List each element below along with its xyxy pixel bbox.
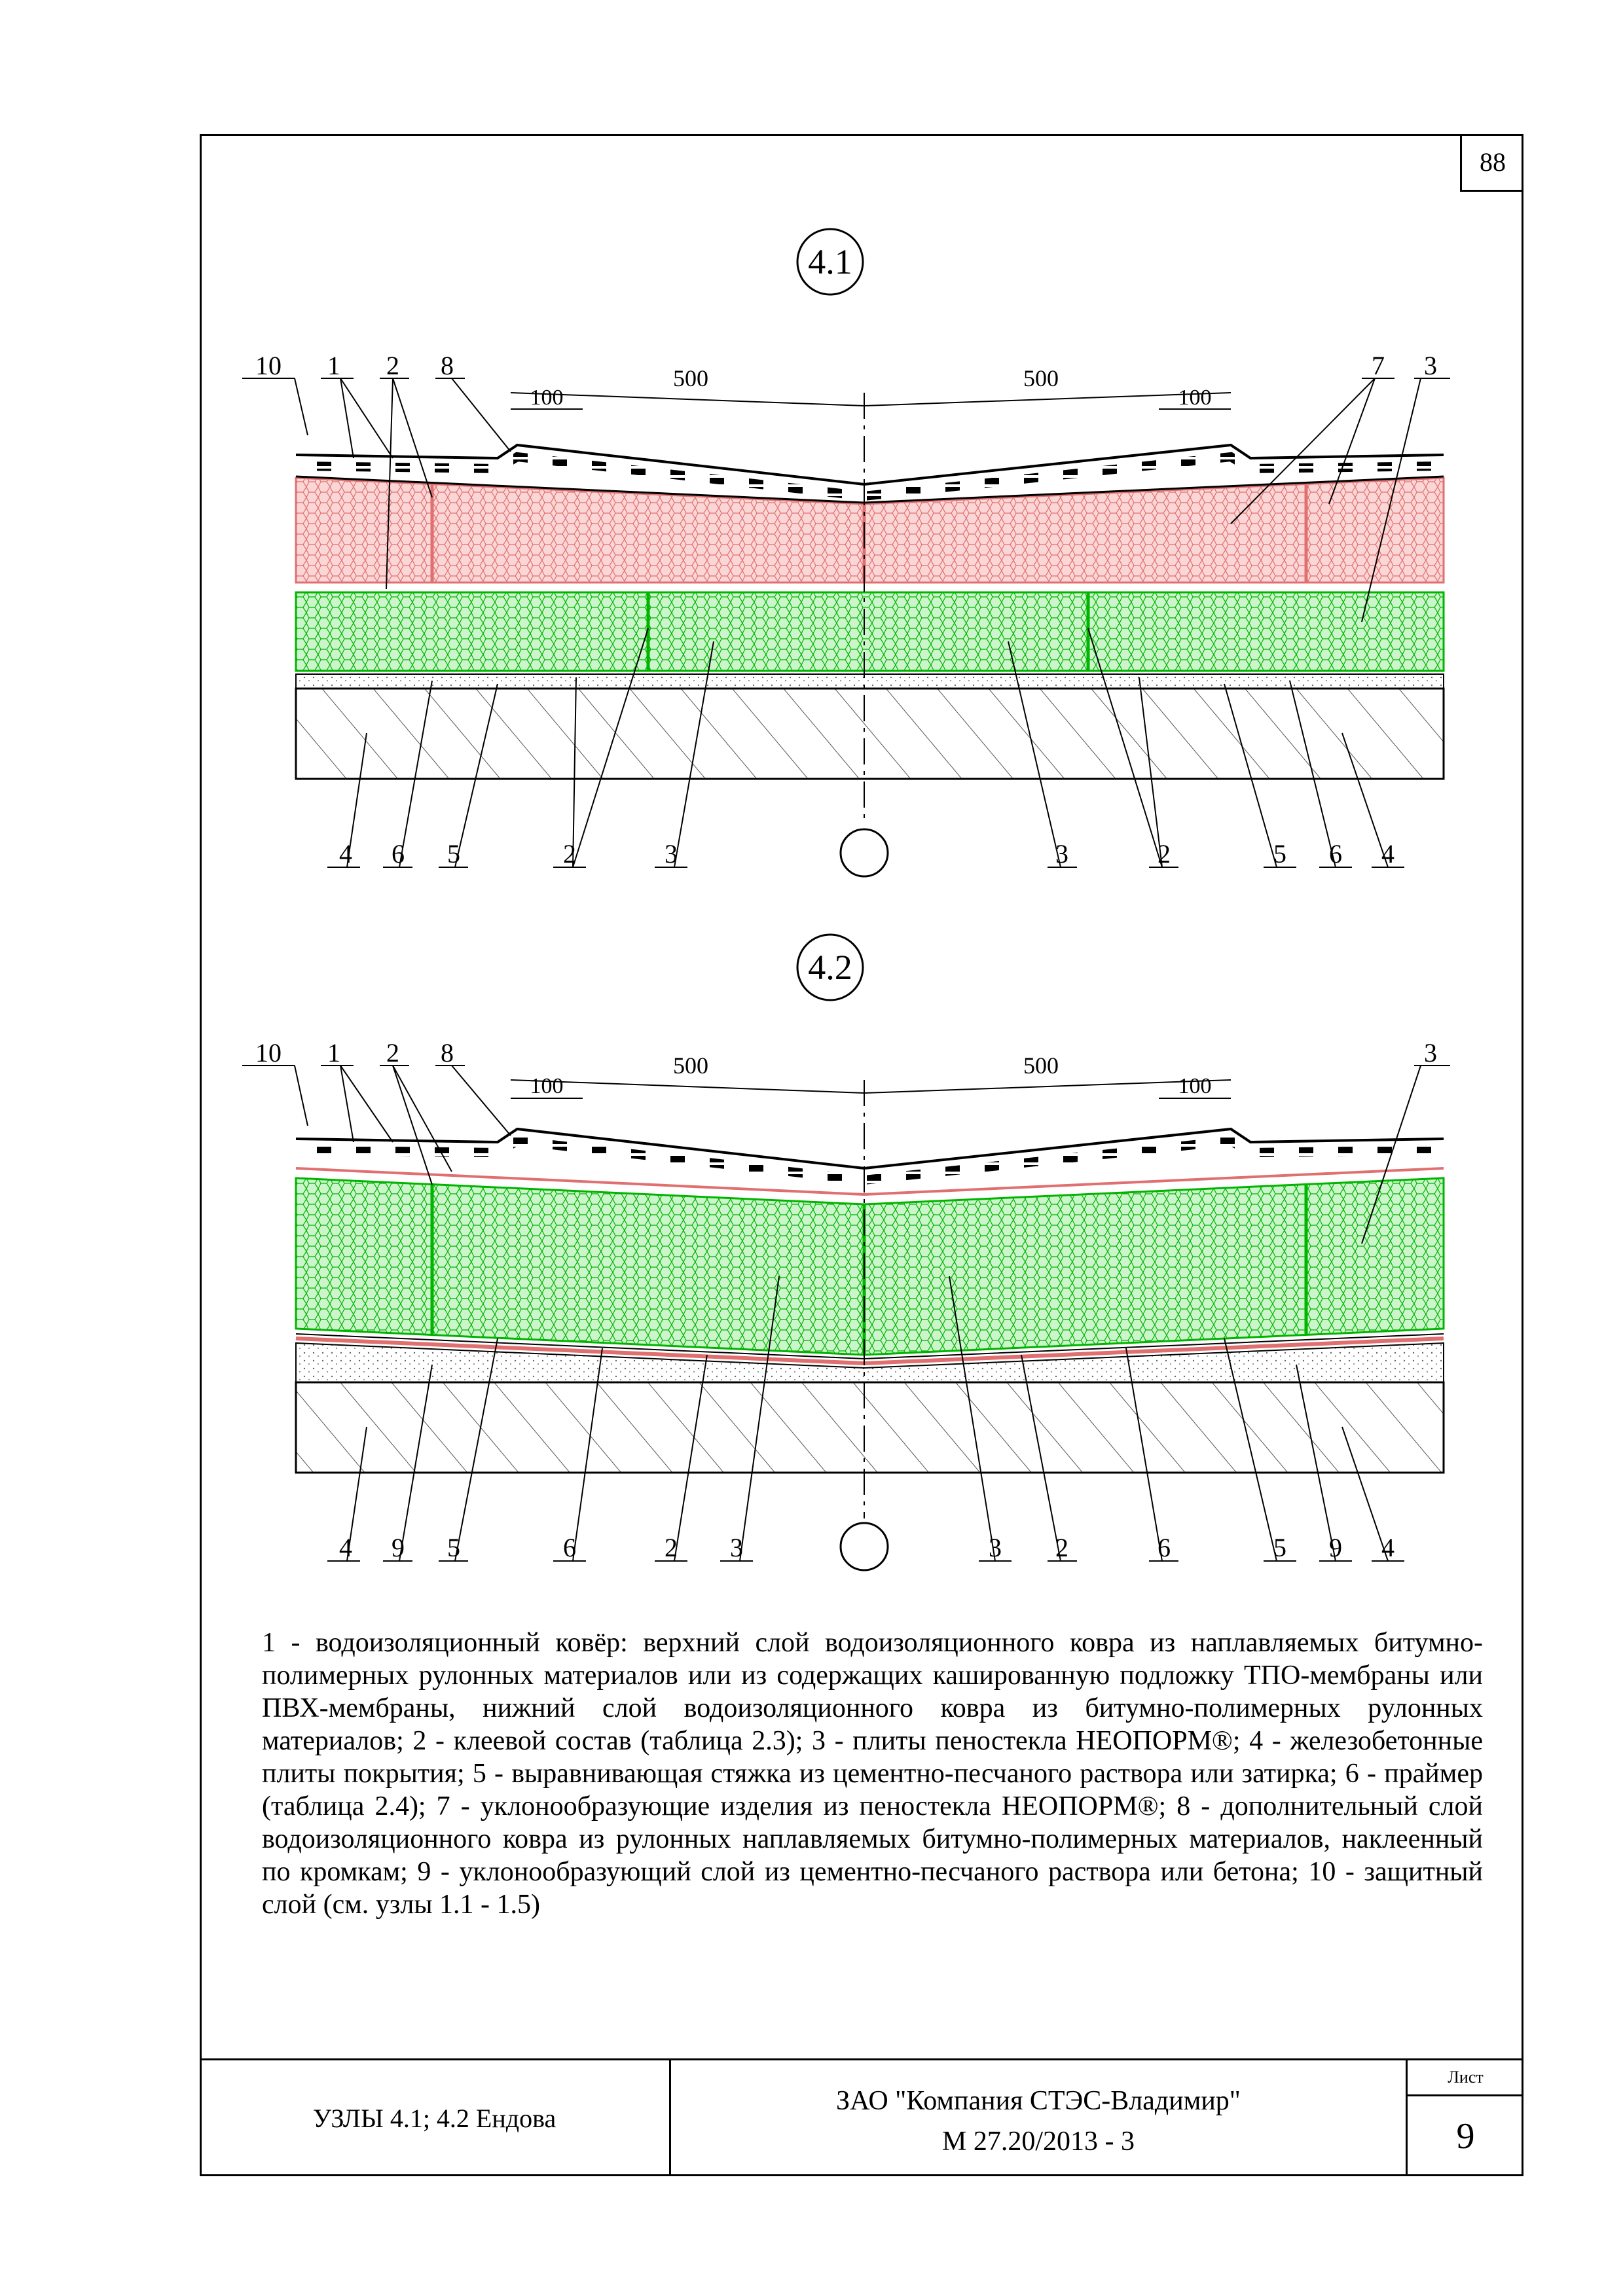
sheet-number: 9 xyxy=(1456,2116,1475,2157)
node-4-1-top-label: 3 xyxy=(1424,351,1437,380)
node-4-2-bottom-label: 2 xyxy=(1055,1533,1068,1562)
node-4-1-bottom-label: 6 xyxy=(392,839,405,869)
node-4-2-dim-left: 500 xyxy=(673,1052,708,1079)
node-4-2-bottom-label: 3 xyxy=(989,1533,1002,1562)
sheet-block xyxy=(1408,2060,1523,2176)
node-4-2-bottom-label: 9 xyxy=(1329,1533,1342,1562)
node-4-1-top-label: 2 xyxy=(386,351,399,380)
node-4-2-bottom-label: 3 xyxy=(730,1533,743,1562)
node-4-2-bottom-label: 5 xyxy=(1273,1533,1286,1562)
node-4-2-title: 4.2 xyxy=(808,948,852,987)
company-block xyxy=(671,2060,1408,2176)
node-4-2-bottom-label: 5 xyxy=(447,1533,460,1562)
node-4-1-bottom-label: 5 xyxy=(447,839,460,869)
node-4-1-dim-left: 500 xyxy=(673,365,708,391)
node-4-1-bottom-label: 6 xyxy=(1329,839,1342,869)
node-4-2-dim-small-right: 100 xyxy=(1178,1074,1212,1098)
node-4-1-bottom-label: 5 xyxy=(1273,839,1286,869)
node-4-1-dim-small-left: 100 xyxy=(530,386,564,410)
node-4-1-bottom-label: 2 xyxy=(1158,839,1171,869)
node-4-1-top-label: 1 xyxy=(327,351,340,380)
node-4-2-top-label: 8 xyxy=(441,1038,454,1067)
node-4-2-top-label: 10 xyxy=(255,1038,282,1067)
legend: 1 - водоизоляционный ковёр: верхний слой водоизоляционного ковра из наплавляемых битумно-полимерных рулонных материалов или из содержащих кашированную подложку ТПО-мембраны или ПВХ-мембраны, нижний слой водоизоляционного ковра из битумно-полимерных рулонных материалов; 2 - клеевой состав (таблица 2.3); 3 - плиты пеностекла НЕОПОРМ®; 4 - железобетонные плиты покрытия; 5 - выравнивающая стяжка из цементно-песчаного раствора или затирка; 6 - праймер (таблица 2.4); 7 - уклонообразующие изделия из пеностекла НЕОПОРМ®; 8 - дополнительный слой водоизоляционного ковра из рулонных наплавляемых битумно-полимерных материалов, наклеенный по кромкам; 9 - уклонообразующий слой из цементно-песчаного раствора или бетона; 10 - защитный слой (см. узлы 1.1 - 1.5) xyxy=(262,1628,1483,1920)
node-4-2 xyxy=(242,935,1450,1570)
node-4-1-bottom-label: 3 xyxy=(1055,839,1068,869)
node-4-2-bottom-label: 4 xyxy=(339,1533,352,1562)
node-4-2-top-label: 3 xyxy=(1424,1038,1437,1067)
node-4-2-bottom-label: 6 xyxy=(563,1533,576,1562)
node-4-1-bottom-label: 4 xyxy=(1381,839,1395,869)
node-4-2-dim-right: 500 xyxy=(1023,1052,1059,1079)
node-4-2-top-label: 1 xyxy=(327,1038,340,1067)
node-4-1-bottom-label: 4 xyxy=(339,839,352,869)
node-4-1-dim-right: 500 xyxy=(1023,365,1059,391)
sheet-label: Лист xyxy=(1408,2060,1523,2096)
node-4-2-dim-small-left: 100 xyxy=(530,1074,564,1098)
node-4-1-top-label: 7 xyxy=(1372,351,1385,380)
node-4-1-top-label: 8 xyxy=(441,351,454,380)
document-code: М 27.20/2013 - 3 xyxy=(942,2126,1135,2157)
node-4-1 xyxy=(242,229,1450,876)
drawing-name: УЗЛЫ 4.1; 4.2 Ендова xyxy=(200,2060,671,2176)
node-4-1-top-label: 10 xyxy=(255,351,282,380)
title-block xyxy=(200,2058,1523,2176)
node-4-2-bottom-label: 9 xyxy=(392,1533,405,1562)
node-4-2-bottom-label: 4 xyxy=(1381,1533,1395,1562)
company-name: ЗАО "Компания СТЭС-Владимир" xyxy=(836,2086,1241,2116)
node-4-2-bottom-label: 2 xyxy=(665,1533,678,1562)
node-4-2-bottom-label: 6 xyxy=(1158,1533,1171,1562)
node-4-1-bottom-label: 3 xyxy=(665,839,678,869)
node-4-1-dim-small-right: 100 xyxy=(1178,386,1212,410)
node-4-1-bottom-label: 2 xyxy=(563,839,576,869)
node-4-1-title: 4.1 xyxy=(808,242,852,281)
node-4-2-top-label: 2 xyxy=(386,1038,399,1067)
page-number: 88 xyxy=(1460,134,1523,192)
